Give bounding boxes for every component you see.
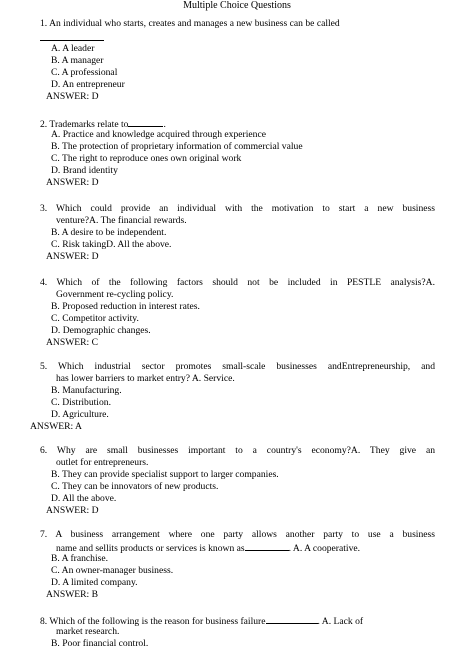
question-2-answer: ANSWER: D <box>46 177 99 188</box>
question-3-answer: ANSWER: D <box>46 251 99 262</box>
question-6-stem-continued: outlet for entrepreneurs. <box>56 457 149 468</box>
question-2-option-a: A. Practice and knowledge acquired through experience <box>51 129 266 140</box>
question-1-option-b: B. A manager <box>51 55 104 66</box>
answer-blank <box>266 614 318 624</box>
question-4-option-c: C. Competitor activity. <box>51 313 139 324</box>
page-title: Multiple Choice Questions <box>183 0 291 11</box>
question-2-option-c: C. The right to reproduce ones own original work <box>51 153 242 164</box>
question-6-answer: ANSWER: D <box>46 505 99 516</box>
question-5-answer: ANSWER: A <box>30 421 82 432</box>
question-2-stem: 2. Trademarks relate to . <box>40 119 166 130</box>
question-1-option-c: C. A professional <box>51 67 118 78</box>
question-7-option-d: D. A limited company. <box>51 577 138 588</box>
question-4-option-d: D. Demographic changes. <box>51 325 151 336</box>
question-8-option-b: B. Poor financial control. <box>51 638 149 649</box>
answer-blank <box>245 541 289 551</box>
question-3-option-b: B. A desire to be independent. <box>51 227 167 238</box>
question-4-option-a: Government re-cycling policy. <box>56 289 174 300</box>
question-5-stem: 5. Which industrial sector promotes small-scale businesses andEntrepreneurship, and <box>40 361 435 372</box>
question-1-option-a: A. A leader <box>51 43 95 54</box>
question-8-stem-continued: market research. <box>56 626 120 637</box>
question-5-option-d: D. Agriculture. <box>51 409 109 420</box>
question-3-option-cd: C. Risk takingD. All the above. <box>51 239 172 250</box>
question-4-option-b: B. Proposed reduction in interest rates. <box>51 301 200 312</box>
question-6-stem: 6. Why are small businesses important to a country's economy?A. They give an <box>40 445 435 456</box>
question-6-option-c: C. They can be innovators of new products. <box>51 481 219 492</box>
question-6-option-d: D. All the above. <box>51 493 117 504</box>
question-2-option-b: B. The protection of proprietary information of commercial value <box>51 141 303 152</box>
question-5-option-c: C. Distribution. <box>51 397 111 408</box>
question-1-option-d: D. An entrepreneur <box>51 79 125 90</box>
answer-blank <box>128 117 163 127</box>
question-7-option-b: B. A franchise. <box>51 553 109 564</box>
question-4-answer: ANSWER: C <box>46 337 98 348</box>
question-5-stem-continued: has lower barriers to market entry? A. Service. <box>56 373 235 384</box>
question-8-stem: 8. Which of the following is the reason for business failure . A. Lack of <box>40 616 364 627</box>
question-6-option-b: B. They can provide specialist support to larger companies. <box>51 469 279 480</box>
question-4-stem: 4. Which of the following factors should not be included in PESTLE analysis?A. <box>40 277 435 288</box>
question-7-answer: ANSWER: B <box>46 589 98 600</box>
question-1-stem: 1. An individual who starts, creates and manages a new business can be called <box>40 18 340 29</box>
question-3-stem: 3. Which could provide an individual with the motivation to start a new business <box>40 203 435 214</box>
question-2-option-d: D. Brand identity <box>51 165 118 176</box>
question-5-option-b: B. Manufacturing. <box>51 385 122 396</box>
question-7-option-c: C. An owner-manager business. <box>51 565 174 576</box>
question-7-stem: 7. A business arrangement where one party allows another party to use a business <box>40 529 435 540</box>
question-3-stem-continued: venture?A. The financial rewards. <box>56 215 187 226</box>
question-1-answer: ANSWER: D <box>46 91 99 102</box>
question-7-stem-continued: name and sellits products or services is known as . A. A cooperative. <box>56 543 361 554</box>
